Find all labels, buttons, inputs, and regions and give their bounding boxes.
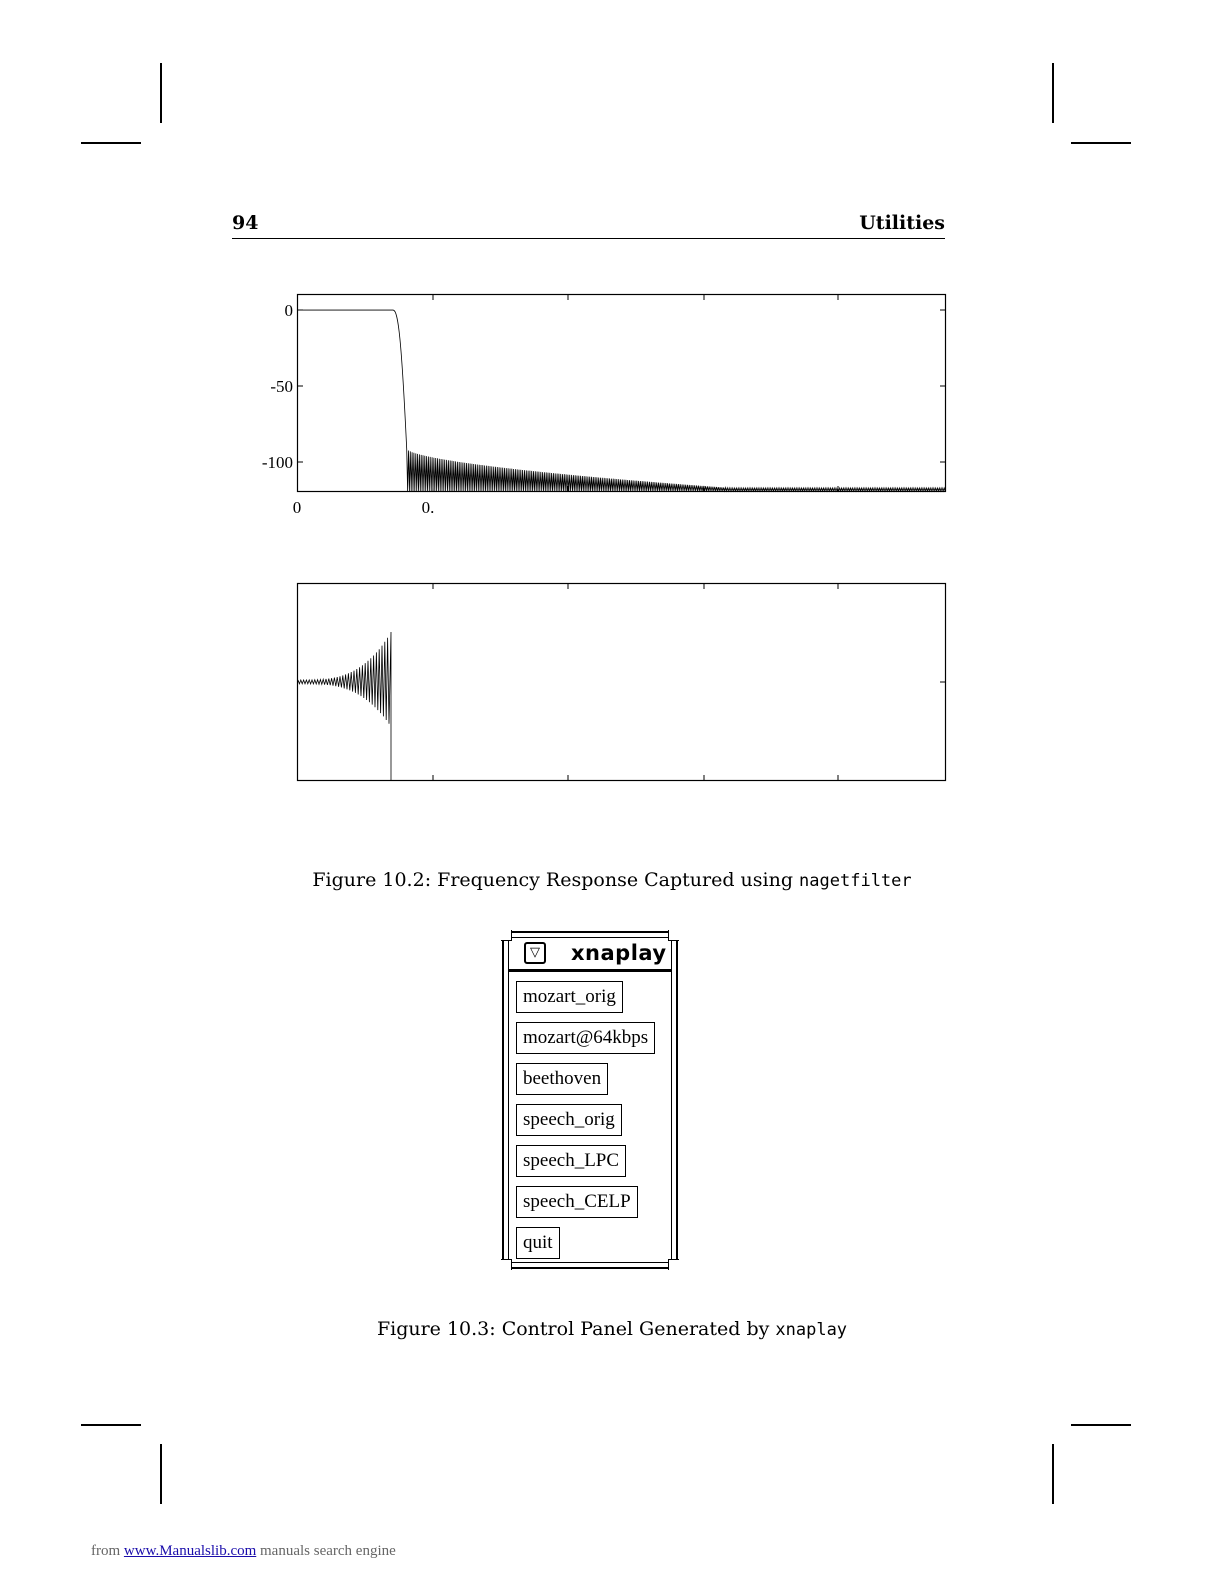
chart2-frame bbox=[298, 584, 946, 781]
crop-mark bbox=[81, 1424, 141, 1426]
figure-10-3-caption bbox=[0, 1318, 1224, 1340]
caption-text: Figure 10.2: Frequency Response Captured using bbox=[312, 869, 800, 891]
speech-orig-button[interactable]: speech_orig bbox=[516, 1104, 622, 1136]
caption-code: xnaplay bbox=[775, 1320, 848, 1340]
beethoven-button[interactable]: beethoven bbox=[516, 1063, 608, 1095]
window-title: xnaplay bbox=[571, 941, 667, 965]
chart1-frame bbox=[298, 295, 946, 492]
chart1-ticks bbox=[297, 294, 946, 492]
frequency-response-chart bbox=[0, 0, 1224, 560]
resize-corner[interactable] bbox=[668, 1259, 679, 1270]
impulse-series-line bbox=[298, 632, 391, 780]
mozart-64kbps-button[interactable]: mozart@64kbps bbox=[516, 1022, 655, 1054]
x-tick-label: 0 bbox=[292, 498, 302, 517]
footer bbox=[91, 1543, 396, 1560]
x-tick-label: 0. bbox=[421, 498, 435, 517]
manualslib-link[interactable]: www.Manualslib.com bbox=[123, 1543, 257, 1559]
impulse-response-chart bbox=[0, 560, 1224, 800]
window-menu-icon[interactable]: ▽ bbox=[524, 942, 546, 964]
mozart-orig-button[interactable]: mozart_orig bbox=[516, 981, 623, 1013]
footer-prefix: from bbox=[91, 1543, 124, 1559]
quit-button[interactable]: quit bbox=[516, 1227, 560, 1259]
figure-10-2-caption bbox=[0, 869, 1224, 891]
window-titlebar bbox=[509, 939, 671, 972]
xnaplay-control-panel bbox=[502, 931, 678, 1269]
crop-mark bbox=[160, 1444, 162, 1504]
speech-lpc-button[interactable]: speech_LPC bbox=[516, 1145, 626, 1177]
speech-celp-button[interactable]: speech_CELP bbox=[516, 1186, 638, 1218]
y-tick-label: 0 bbox=[284, 301, 293, 320]
chart2-ticks bbox=[433, 583, 946, 781]
crop-mark bbox=[1071, 1424, 1131, 1426]
crop-mark bbox=[1052, 1444, 1054, 1504]
y-tick-label: -50 bbox=[270, 377, 293, 396]
caption-text: Figure 10.3: Control Panel Generated by bbox=[376, 1318, 776, 1340]
resize-corner[interactable] bbox=[501, 1259, 512, 1270]
page-number: 94 bbox=[232, 212, 259, 234]
caption-code: nagetfilter bbox=[799, 871, 912, 891]
footer-suffix: manuals search engine bbox=[256, 1543, 396, 1559]
y-tick-label: -100 bbox=[261, 453, 293, 472]
magnitude-series-line bbox=[298, 310, 946, 491]
header-title: Utilities bbox=[859, 212, 945, 234]
